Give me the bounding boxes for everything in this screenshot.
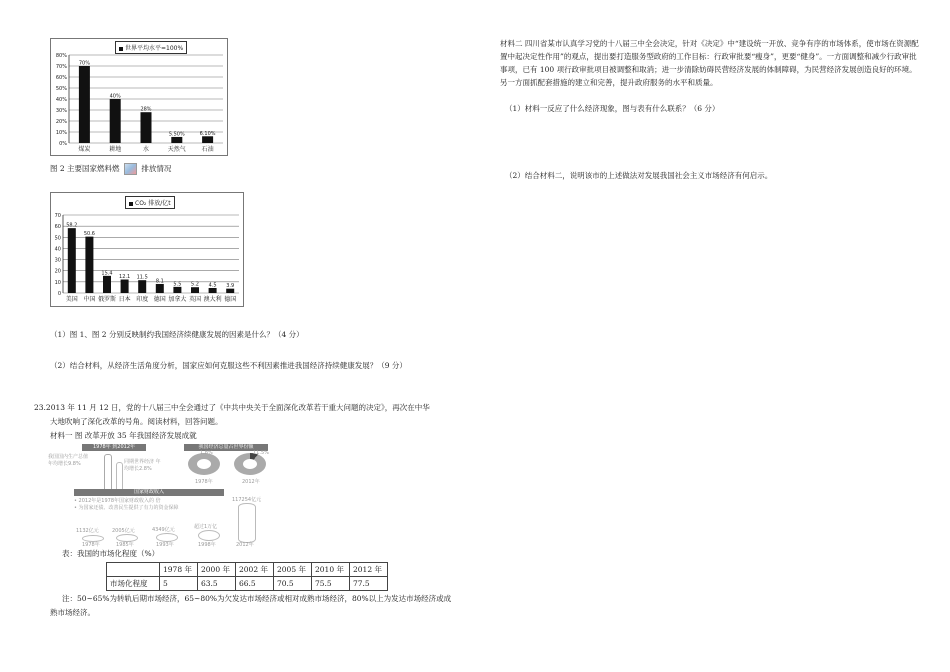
data-label: 12.1: [119, 274, 131, 281]
bar: [85, 237, 93, 293]
chart2-legend: [125, 196, 175, 209]
y-tick-label: 40%: [55, 97, 67, 103]
x-tick-label: 德国: [153, 296, 166, 303]
y-tick-label: 20%: [55, 119, 67, 125]
bar: [141, 112, 152, 143]
data-label: 5.2: [191, 281, 199, 288]
bar: [110, 99, 121, 143]
infographic-left-title-text: 1978年 到2012年: [92, 444, 136, 450]
data-label: 3.9: [226, 283, 235, 290]
table-cell: 市场化程度: [107, 577, 160, 591]
bar: [171, 137, 182, 143]
fig2-caption-right: 排放情况: [141, 164, 172, 173]
data-label: 8.1: [155, 278, 164, 285]
table-caption: 表：我国的市场化程度（%）: [62, 549, 160, 558]
disc-1998: [198, 530, 220, 541]
table-cell: 77.5: [350, 577, 388, 591]
bar: [209, 288, 217, 293]
data-label: 5.50%: [168, 131, 185, 138]
bar: [191, 287, 199, 293]
data-label: 58.2: [66, 222, 78, 229]
fig2-caption-left: 图 2 主要国家燃料燃: [50, 164, 120, 173]
y-tick-label: 10%: [55, 130, 67, 136]
income-title-bar: [74, 489, 224, 496]
amount-1978: 1132亿元: [76, 528, 99, 534]
infographic-left-title: [82, 444, 146, 451]
table-header-cell: 2002 年: [236, 563, 274, 577]
yr-a: 1978年: [82, 542, 100, 548]
data-label: 50.6: [83, 231, 95, 238]
y-tick-label: 50%: [55, 86, 67, 92]
table-header-cell: 1978 年: [160, 563, 198, 577]
data-label: 70%: [78, 60, 90, 67]
infographic: [48, 444, 270, 548]
table-row: [107, 577, 388, 591]
chart1-legend: [115, 41, 187, 54]
x-tick-label: 耕地: [109, 146, 122, 153]
x-tick-label: 加拿大: [168, 296, 187, 303]
legend-swatch-icon: [129, 202, 133, 206]
pie-1978-label: 1.8%: [200, 450, 213, 456]
x-tick-label: 天然气: [167, 146, 186, 153]
material2-question-2: （2）结合材料二，说明该市的上述做法对发展我国社会主义市场经济有何启示。: [505, 171, 773, 180]
chart1-frame: [50, 38, 228, 156]
left-question-2: （2）结合材料，从经济生活角度分析，国家应如何克服这些不利因素推进我国经济持续健康发展？（9 分）: [50, 361, 407, 370]
data-label: 28%: [140, 106, 152, 113]
y-tick-label: 80%: [55, 53, 67, 59]
data-label: 40%: [109, 93, 121, 100]
data-label: 5.5: [173, 281, 182, 288]
market-table: [106, 562, 388, 591]
cylinder-2012: [238, 503, 256, 543]
y-tick-label: 30%: [55, 108, 67, 114]
data-label: 6.10%: [199, 130, 216, 137]
yr-d: 1998年: [198, 542, 216, 548]
x-tick-label: 石油: [201, 146, 214, 153]
y-tick-label: 70: [54, 213, 61, 219]
y-tick-label: 50: [54, 235, 61, 242]
amount-1985: 2005亿元: [112, 528, 135, 534]
y-tick-label: 10: [54, 279, 61, 286]
image-placeholder-icon: [124, 163, 137, 175]
note-line1: 注：50~65%为转轨后期市场经济，65~80%为欠发达市场经济或相对成熟市场经济，80%以上为发达市场经济或成: [62, 594, 452, 603]
bullet2-text: 为国家还债、改善民生提供了有力的资金保障: [78, 505, 179, 511]
chart1-legend-label: 世界平均水平=100%: [125, 45, 184, 52]
income-bullet2: • 为国家还债、改善民生提供了有力的资金保障: [74, 505, 179, 511]
x-tick-label: 美国: [65, 296, 78, 303]
x-tick-label: 英国: [188, 296, 202, 303]
world-text: 同期世界经济 年均增长2.8%: [124, 459, 161, 472]
data-label: 15.4: [101, 270, 113, 277]
table-cell: 70.5: [274, 577, 312, 591]
bar: [68, 228, 76, 293]
bar: [156, 284, 164, 293]
y-tick-label: 0: [57, 291, 61, 297]
bar: [202, 136, 213, 143]
table-header-cell: [107, 563, 160, 577]
amount-1993: 4349亿元: [152, 527, 175, 533]
pie-1978-hole: [197, 459, 211, 469]
y-tick-label: 40: [54, 246, 61, 253]
table-header-row: [107, 563, 388, 577]
note-line2: 熟市场经济。: [50, 608, 95, 617]
amount-1998: 超过1万亿: [194, 524, 218, 530]
table-header-cell: 2000 年: [198, 563, 236, 577]
y-tick-label: 70%: [55, 64, 67, 70]
yr-e: 2012年: [236, 542, 254, 548]
material2-text: 材料二 四川省某市认真学习党的十八届三中全会决定，针对《决定》中“建设统一开放、竞争有序的市场体系，使市场在资源配置中起决定性作用”的观点，提出要打造服务型政府的工作目标：行政审批要“瘦身”，更要“健身”。一方面调整和减少行政审批事项，已有 100 项行政审批项目被调整和取消；进一步清除妨碍民营经济发展的体制障碍，为民营经济发展创造良好的环境。另一方面抓配套措施的建立和完善，提升政府服务的水平和质量。: [500, 39, 919, 87]
y-tick-label: 30: [54, 257, 61, 264]
q23-line1: 23.2013 年 11 月 12 日，党的十八届三中全会通过了《中共中央关于全面深化改革若干重大问题的决定》，再次在中华: [34, 403, 430, 412]
x-tick-label: 印度: [136, 296, 149, 303]
income-title: 国家财政收入: [133, 489, 164, 495]
bar: [226, 289, 234, 293]
infographic-gdp-text: [48, 454, 94, 468]
x-tick-label: 中国: [83, 296, 96, 303]
bar: [103, 276, 111, 293]
material1-title: 材料一 图 改革开放 35 年我国经济发展成就: [50, 431, 197, 440]
y-tick-label: 60%: [55, 75, 67, 81]
x-tick-label: 水: [142, 146, 150, 153]
table-header-cell: 2010 年: [312, 563, 350, 577]
x-tick-label: 俄罗斯: [97, 296, 117, 303]
x-tick-label: 澳大利: [203, 296, 222, 303]
bar: [138, 280, 146, 293]
chart2-frame: [50, 192, 244, 307]
table-header-cell: 2005 年: [274, 563, 312, 577]
y-tick-label: 60: [54, 224, 61, 231]
infographic-world-text: [124, 459, 162, 473]
y-tick-label: 0%: [59, 141, 67, 147]
table-header-cell: 2012 年: [350, 563, 388, 577]
table-cell: 75.5: [312, 577, 350, 591]
infographic-right-title-text: 我国经济总量占世界份额: [198, 444, 254, 450]
chart2-svg: [51, 193, 243, 306]
data-label: 11.5: [136, 274, 148, 281]
chart1-svg: [51, 39, 227, 155]
material2-question-1: （1）材料一反应了什么经济现象，图与表有什么联系？（6 分）: [505, 104, 720, 113]
legend-swatch-icon: [119, 47, 123, 51]
table-cell: 66.5: [236, 577, 274, 591]
bullet1-text: 2012年是1978年国家财政收入的 倍: [78, 498, 161, 504]
year-1978-label: 1978年: [195, 479, 213, 485]
data-label: 4.5: [208, 282, 217, 289]
x-tick-label: 煤炭: [78, 146, 91, 153]
table-cell: 63.5: [198, 577, 236, 591]
bar: [121, 280, 129, 293]
left-question-1: （1）图 1、图 2 分别反映制约我国经济续健康发展的因素是什么？（4 分）: [50, 330, 304, 339]
gdp-text: 我国国内生产总值 年均增长9.8%: [48, 454, 89, 467]
fig2-caption: [50, 163, 171, 175]
x-tick-label: 日本: [118, 296, 131, 303]
income-bullet1: • 2012年是1978年国家财政收入的 倍: [74, 498, 161, 504]
pie-2012-hole: [243, 459, 257, 469]
yr-c: 1993年: [156, 542, 174, 548]
yr-b: 1985年: [116, 542, 134, 548]
pie-2012-label: 11.5%: [253, 450, 269, 456]
year-2012-label: 2012年: [242, 479, 260, 485]
q23-line2: 大地吹响了深化改革的号角。阅读材料，回答问题。: [50, 417, 223, 426]
bar: [79, 66, 90, 143]
y-tick-label: 20: [54, 268, 61, 275]
amount-2012: 117254亿元: [232, 497, 262, 503]
x-tick-label: 德国: [224, 296, 237, 303]
chart2-legend-label: CO₂ 排放/亿t: [135, 200, 171, 207]
bar: [173, 287, 181, 293]
table-cell: 5: [160, 577, 198, 591]
